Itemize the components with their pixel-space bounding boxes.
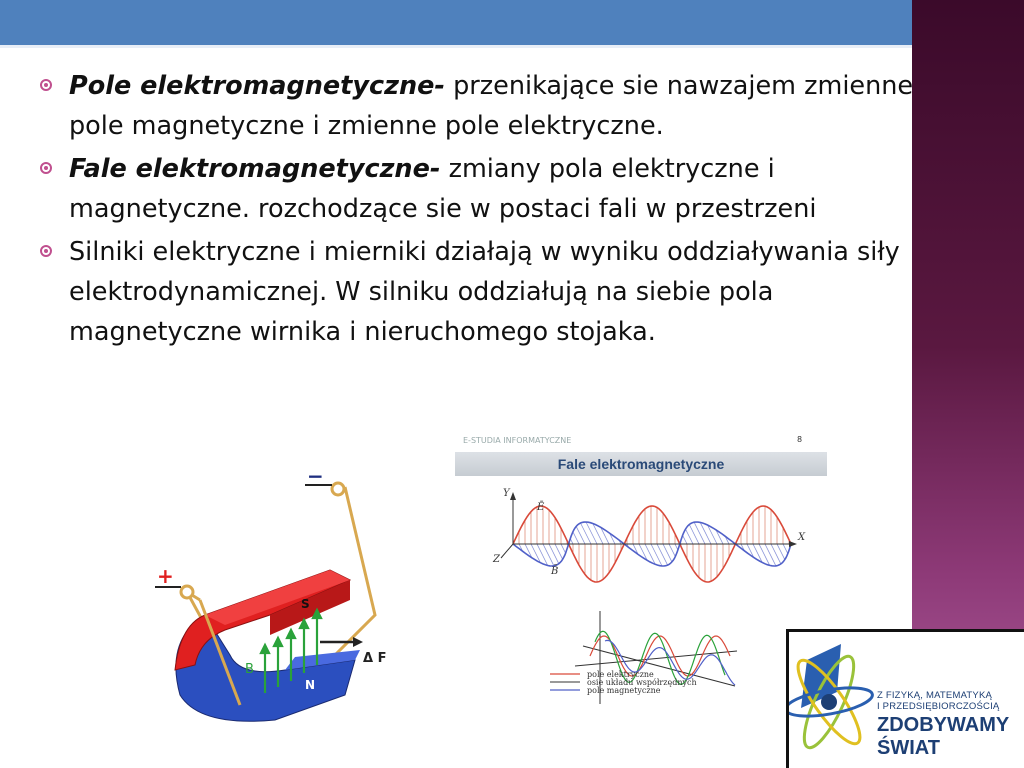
wave-title: Fale elektromagnetyczne	[557, 456, 725, 472]
logo-line-1: Z FIZYKĄ, MATEMATYKĄ	[877, 690, 993, 701]
wave-figure	[455, 430, 827, 715]
legend-axes: osie układu współrzędnych	[587, 678, 697, 687]
plus-sign: +	[157, 564, 174, 588]
wave-header	[455, 430, 827, 452]
wave-brand: E-STUDIA INFORMATYCZNE	[463, 436, 572, 445]
wave-page-number: 8	[797, 435, 803, 444]
b-field-hatch	[689, 525, 699, 545]
b-field-hatch	[771, 544, 781, 564]
bullet-text: przenikające sie nawzajem zmienne pole magnetyczne i zmienne pole elektryczne.	[69, 71, 914, 141]
b-field-hatch	[561, 544, 566, 553]
legend-magnetic: pole magnetyczne	[587, 686, 661, 695]
b-vector-label: B̄	[551, 566, 559, 577]
axis-x-label: X	[798, 532, 806, 543]
atom-logo-icon	[789, 632, 889, 768]
b-label: B	[245, 662, 254, 677]
wave-titlebar	[455, 452, 827, 476]
b-field-hatch	[694, 522, 705, 544]
legend-electric: pole elektryczne	[587, 670, 654, 679]
bullet-term: Pole elektromagnetyczne-	[69, 71, 445, 101]
b-field-hatch	[765, 544, 776, 566]
project-logo	[786, 629, 1024, 768]
bullet-icon	[40, 162, 52, 174]
b-field-hatch	[555, 544, 563, 559]
b-field-hatch	[549, 544, 559, 564]
bullet-item	[40, 232, 920, 352]
logo-line-4: ŚWIAT	[877, 737, 940, 759]
minus-sign: −	[307, 465, 324, 488]
pole-s-label: S	[301, 597, 310, 611]
bullet-icon	[40, 245, 52, 257]
bullet-term: Fale elektromagnetyczne-	[69, 154, 441, 184]
b-field-hatch	[543, 544, 554, 566]
logo-line-2: I PRZEDSIĘBIORCZOŚCIĄ	[877, 701, 1000, 712]
bullet-list	[40, 66, 920, 355]
b-field-hatch	[777, 544, 785, 560]
b-field-hatch	[686, 529, 694, 544]
b-field-hatch	[581, 523, 592, 544]
magnet-motor-figure	[145, 465, 410, 730]
axis-y-label: Y	[503, 488, 510, 499]
b-field-hatch	[683, 535, 687, 544]
axis-z-label: Z	[493, 554, 500, 565]
bullet-icon	[40, 79, 52, 91]
bullet-text: Silniki elektryczne i mierniki działają w wyniku oddziaływania siły elektrodynamicznej. W silniku oddziałują na siebie pola magnetyczne wirnika i nieruchomego stojaka.	[69, 237, 900, 347]
bullet-item	[40, 149, 920, 229]
pole-n-label: N	[305, 678, 316, 692]
force-label: Δ F	[363, 651, 387, 666]
e-vector-label: Ē	[537, 502, 545, 513]
bullet-item	[40, 66, 920, 146]
b-field-hatch	[657, 544, 668, 565]
title-bar	[0, 0, 1024, 48]
b-field-hatch	[669, 544, 675, 557]
b-field-hatch	[783, 544, 788, 554]
b-field-hatch	[573, 532, 579, 544]
bullet-text: zmiany pola elektryczne i magnetyczne. rozchodzące sie w postaci fali w przestrzeni	[69, 154, 817, 224]
logo-line-3: ZDOBYWAMY	[877, 714, 1010, 736]
